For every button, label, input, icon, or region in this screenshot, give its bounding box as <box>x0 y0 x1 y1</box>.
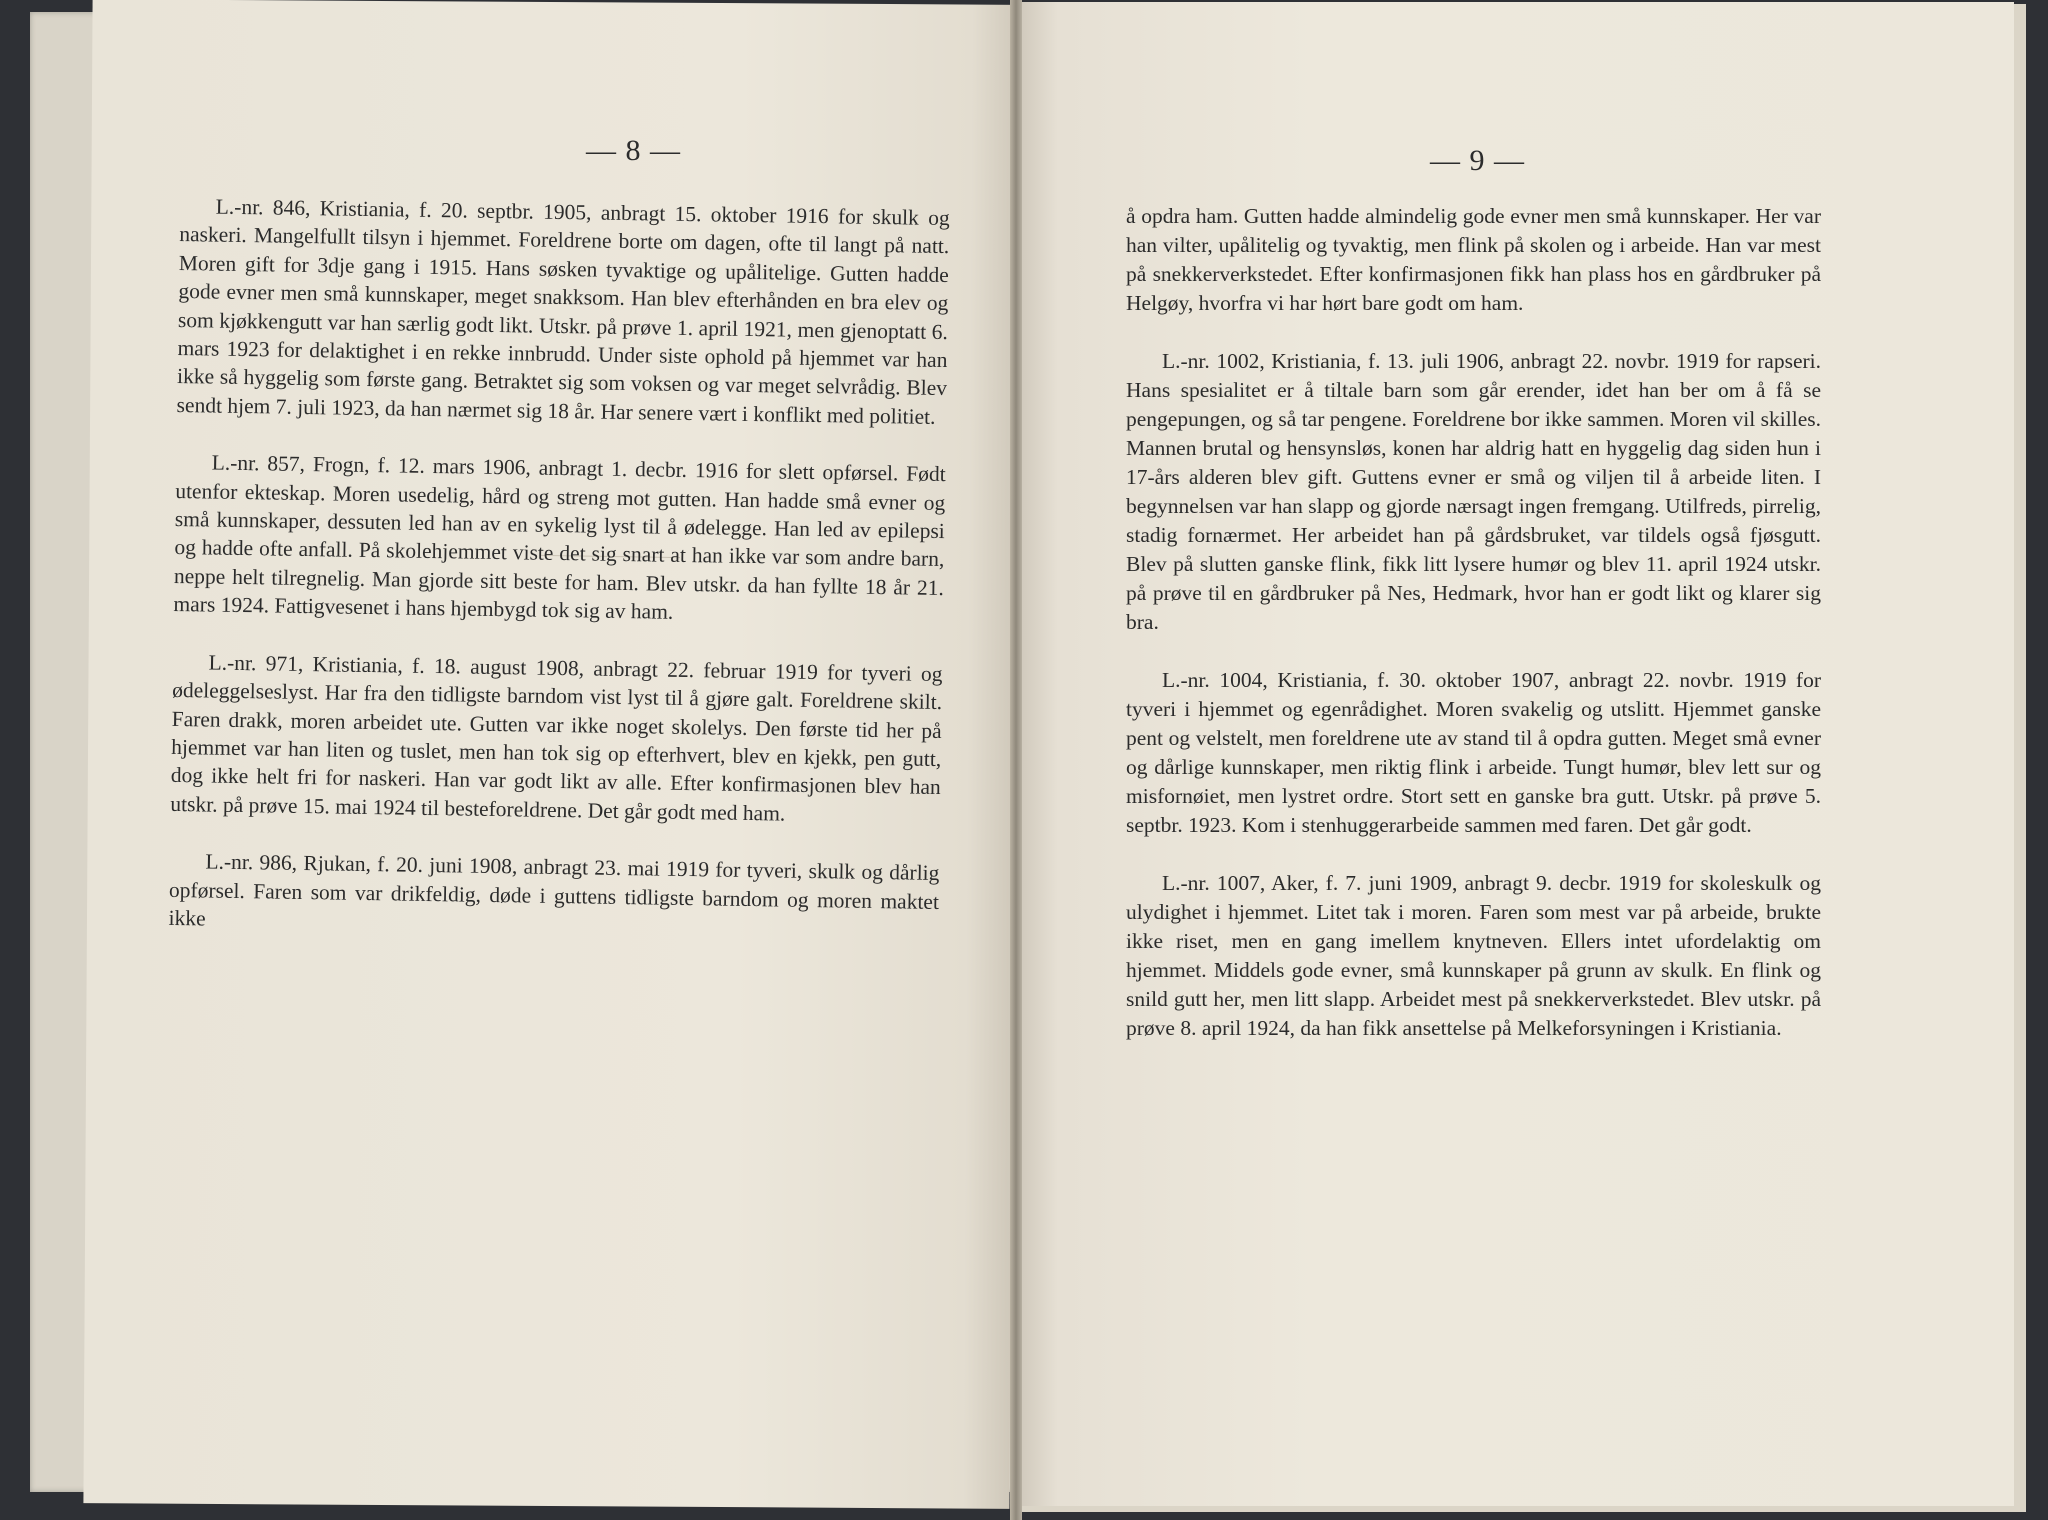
record-entry: L.-nr. 1002, Kristiania, f. 13. juli 1906, anbragt 22. novbr. 1919 for rapseri. Hans spesialitet er å tiltale barn som går erender, idet han ber om å få se pengepungen, og så tar pengene. Foreldrene bor ikke sammen. Moren vil skilles. Mannen brutal og hensynsløs, konen har aldrig hatt en hyggelig dag siden hun i 17-års alderen blev gift. Guttens evner er små og viljen til å arbeide liten. I begynnelsen var han slapp og gjorde nærsagt ingen fremgang. Utilfreds, pirrelig, stadig fornærmet. Her arbeidet han på gårdsbruket, var tildels også fjøsgutt. Blev på slutten ganske flink, fikk litt lysere humør og blev 11. april 1924 utskr. på prøve til en gårdbruker på Nes, Hedmark, hvor han er godt likt og klarer sig bra. <box>1126 349 1821 634</box>
right-text-column <box>1126 202 1821 1072</box>
left-text-column <box>168 192 950 973</box>
record-entry: L.-nr. 1007, Aker, f. 7. juni 1909, anbragt 9. decbr. 1919 for skoleskulk og ulydighet i hjemmet. Litet tak i moren. Faren som mest var på arbeide, brukte ikke riset, men en gang imellem knytneven. Ellers intet ufordelaktig om hjemmet. Middels gode evner, små kunnskaper på grunn av skulk. En flink og snild gutt her, men litt slapp. Arbeidet mest på snekkerverkstedet. Blev utskr. på prøve 8. april 1924, da han fikk ansettelse på Melkeforsyningen i Kristiania. <box>1126 871 1821 1040</box>
record-entry: L.-nr. 846, Kristiania, f. 20. septbr. 1905, anbragt 15. oktober 1916 for skulk og naskeri. Mangelfullt tilsyn i hjemmet. Foreldrene borte om dagen, ofte til langt på natt. Moren gift for 3dje gang i 1915. Hans søsken tyvaktige og upålitelige. Gutten hadde gode evner men små kunnskaper, meget snakksom. Han blev efterhånden en bra elev og som kjøkkengutt var han særlig godt likt. Utskr. på prøve 1. april 1921, men gjenoptatt 6. mars 1923 for delaktighet i en rekke innbrudd. Under siste ophold på hjemmet var han ikke så hyggelig som første gang. Betraktet sig som voksen og var meget selvrådig. Blev sendt hjem 7. juli 1923, da han nærmet sig 18 år. Har senere vært i konflikt med politiet. <box>176 194 950 429</box>
right-page-number: — 9 — <box>1430 144 1525 177</box>
left-page-number: — 8 — <box>586 134 681 167</box>
record-entry: L.-nr. 1004, Kristiania, f. 30. oktober 1907, anbragt 22. novbr. 1919 for tyveri i hjemmet og egenrådighet. Moren svakelig og utslitt. Hjemmet ganske pent og velstelt, men foreldrene ute av stand til å opdra gutten. Meget små evner og dårlige kunnskaper, men riktig flink i arbeide. Tungt humør, blev lett sur og misfornøiet, men lystret ordre. Stort sett en ganske bra gutt. Utskr. på prøve 5. septbr. 1923. Kom i stenhuggerarbeide sammen med faren. Det går godt. <box>1126 668 1821 837</box>
book-gutter <box>1010 0 1022 1520</box>
record-entry: L.-nr. 857, Frogn, f. 12. mars 1906, anbragt 1. decbr. 1916 for slett opførsel. Født utenfor ekteskap. Moren usedelig, hård og streng mot gutten. Han hadde små evner og små kunnskaper, dessuten led han av en sykelig lyst til å ødelegge. Han led av epilepsi og hadde ofte anfall. På skolehjemmet viste det sig snart at han ikke var som andre barn, neppe helt tilregnelig. Man gjorde sitt beste for ham. Blev utskr. da han fyllte 18 år 21. mars 1924. Fattigvesenet i hans hjembygd tok sig av ham. <box>173 450 946 625</box>
record-entry-continued: å opdra ham. Gutten hadde almindelig gode evner men små kunnskaper. Her var han vilter, upålitelig og tyvaktig, men flink på skolen og i arbeide. Han var mest på snekkerverkstedet. Efter konfirmasjonen fikk han plass hos en gårdbruker på Helgøy, hvorfra vi har hørt bare godt om ham. <box>1126 204 1821 315</box>
record-entry: L.-nr. 971, Kristiania, f. 18. august 1908, anbragt 22. februar 1919 for tyveri og ødeleggelseslyst. Har fra den tidligste barndom vist lyst til å gjøre galt. Foreldrene skilt. Faren drakk, moren arbeidet ute. Gutten var ikke noget skolelys. Den første tid her på hjemmet var han liten og tuslet, men han tok sig op efterhvert, blev en kjekk, pen gutt, dog ikke helt fri for naskeri. Han var godt likt av alle. Efter konfirmasjonen blev han utskr. på prøve 15. mai 1924 til besteforeldrene. Det går godt med ham. <box>170 650 943 826</box>
record-entry: L.-nr. 986, Rjukan, f. 20. juni 1908, anbragt 23. mai 1919 for tyveri, skulk og dårlig opførsel. Faren som var drikfeldig, døde i guttens tidligste barndom og moren maktet ikke <box>168 849 940 931</box>
